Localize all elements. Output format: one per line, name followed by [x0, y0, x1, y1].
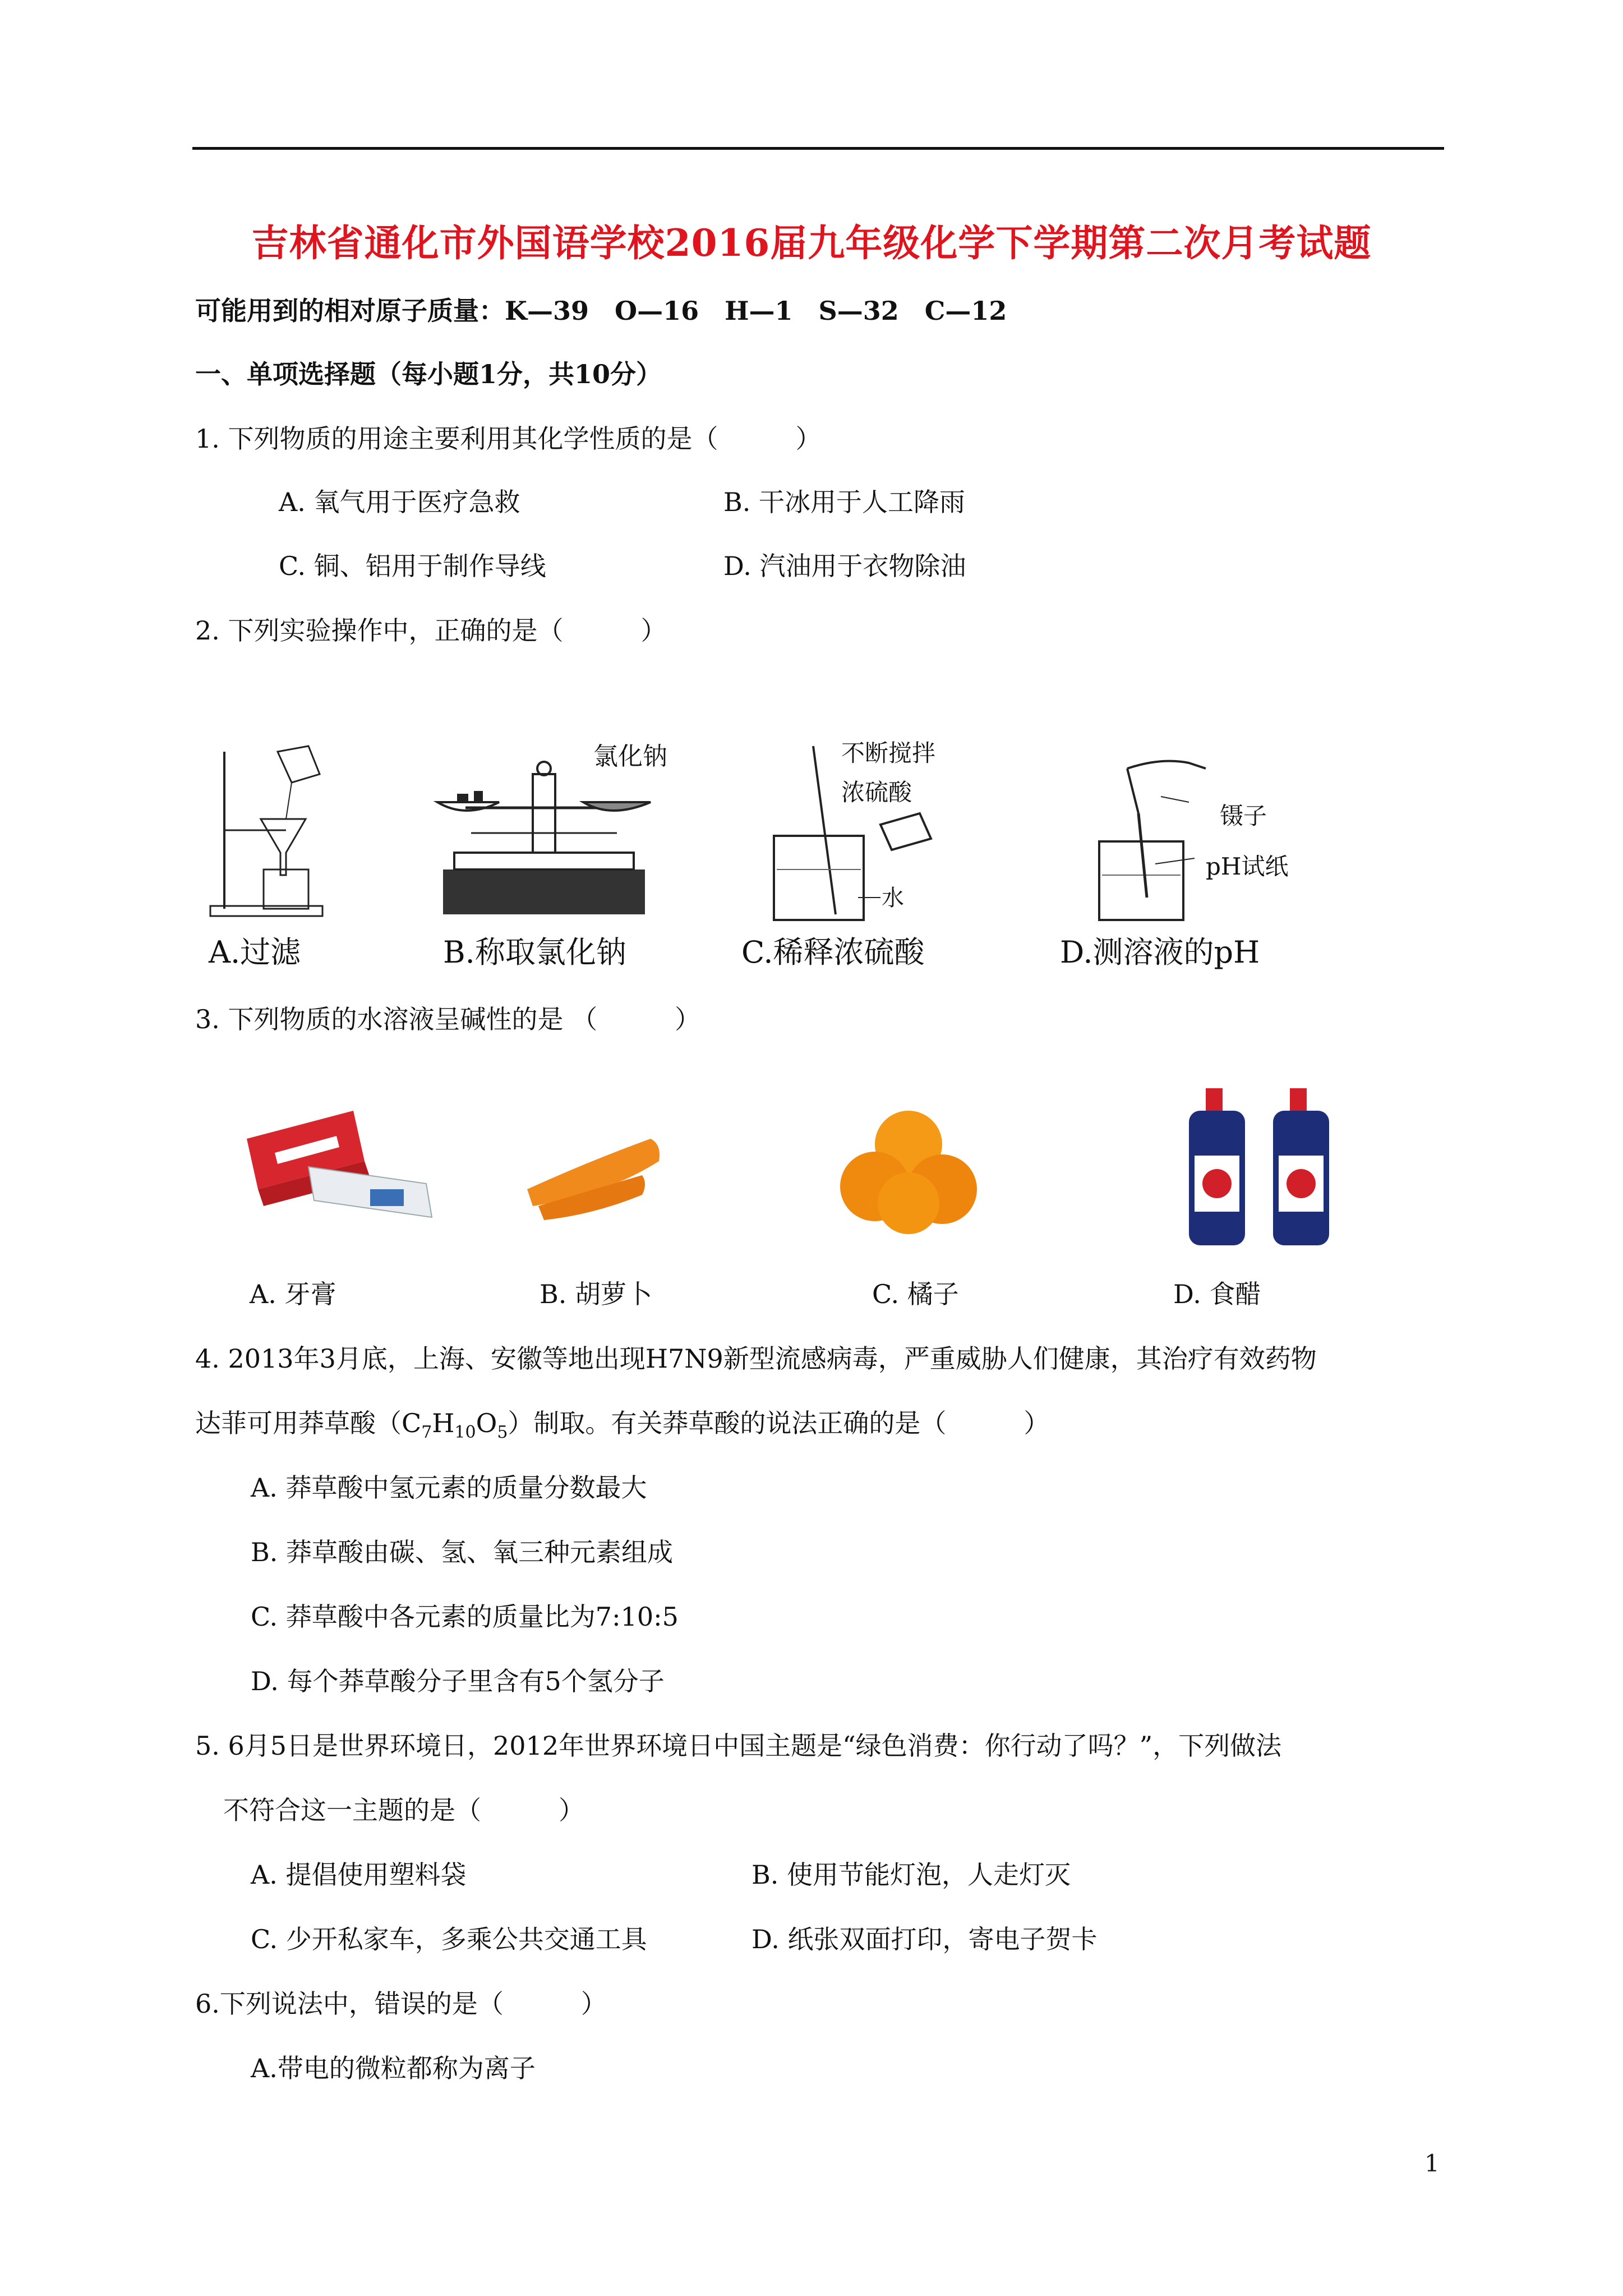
- q2-caption-b: B.称取氯化钠: [443, 935, 626, 970]
- toothpaste-image: [241, 1099, 443, 1228]
- q5-option-c: C. 少开私家车，多乘公共交通工具: [251, 1924, 647, 1954]
- q2-stem: 2. 下列实验操作中，正确的是（ ）: [195, 615, 667, 646]
- q5-stem-line1: 5. 6月5日是世界环境日，2012年世界环境日中国主题是“绿色消费：你行动了吗？”，下列做法: [195, 1731, 1282, 1761]
- header-rule: [192, 147, 1444, 150]
- nacl-label: 氯化钠: [593, 742, 667, 771]
- q2-caption-d: D.测溶液的pH: [1060, 935, 1260, 970]
- q4-stem-line2: 达菲可用莽草酸$(C_7H_{10}O_5)$制取。有关莽草酸的说法正确的是（ ）: [195, 1408, 1050, 1443]
- q4-stem-line1: 4. 2013年3月底，上海、安徽等地出现H7N9新型流感病毒，严重威胁人们健康，其治疗有效药物: [195, 1343, 1317, 1374]
- q4-option-b: B. 莽草酸由碳、氢、氧三种元素组成: [251, 1537, 674, 1567]
- q3-caption-b: B. 胡萝卜: [540, 1279, 653, 1309]
- q3-caption-a: A. 牙膏: [250, 1279, 336, 1309]
- page-title: 吉林省通化市外国语学校2016届九年级化学下学期第二次月考试题: [251, 221, 1372, 265]
- q6-option-a: A.带电的微粒都称为离子: [251, 2053, 536, 2083]
- water-label: 水: [882, 885, 904, 911]
- acid-label: 浓硫酸: [841, 779, 912, 806]
- q3-caption-d: D. 食醋: [1173, 1279, 1261, 1309]
- formula: $C_7H_{10}O_5$: [402, 1408, 508, 1443]
- dilution-figure: [751, 740, 942, 926]
- q1-option-d: D. 汽油用于衣物除油: [723, 551, 966, 581]
- q6-stem: 6.下列说法中，错误的是（ ）: [195, 1989, 607, 2019]
- vinegar-bottles-image: [1183, 1083, 1363, 1251]
- q1-stem: 1. 下列物质的用途主要利用其化学性质的是（ ）: [195, 424, 822, 454]
- page-number: 1: [1424, 2150, 1440, 2177]
- q2-caption-c: C.稀释浓硫酸: [741, 935, 925, 970]
- q3-caption-c: C. 橘子: [872, 1279, 959, 1309]
- q2-caption-a: A.过滤: [209, 935, 301, 970]
- ph-test-figure: [1094, 746, 1251, 926]
- q5-option-b: B. 使用节能灯泡，人走灯灭: [751, 1860, 1071, 1890]
- q5-stem-line2: 不符合这一主题的是（ ）: [223, 1795, 584, 1825]
- carrot-image: [522, 1122, 667, 1234]
- filtration-apparatus-figure: [208, 740, 342, 926]
- q4-option-d: D. 每个莽草酸分子里含有5个氢分子: [251, 1666, 665, 1696]
- q5-option-d: D. 纸张双面打印，寄电子贺卡: [751, 1924, 1098, 1954]
- q4-option-a: A. 莽草酸中氢元素的质量分数最大: [251, 1473, 647, 1503]
- q1-option-c: C. 铜、铝用于制作导线: [279, 551, 546, 581]
- q3-stem: 3. 下列物质的水溶液呈碱性的是 （ ）: [195, 1004, 701, 1034]
- ph-paper-label: pH试纸: [1206, 853, 1289, 880]
- q5-option-a: A. 提倡使用塑料袋: [251, 1860, 467, 1890]
- q1-option-a: A. 氧气用于医疗急救: [279, 487, 520, 517]
- tweezers-label: 镊子: [1220, 802, 1267, 830]
- orange-image: [836, 1105, 987, 1240]
- stir-label: 不断搅拌: [841, 739, 936, 767]
- q4-option-c: C. 莽草酸中各元素的质量比为7:10:5: [251, 1602, 679, 1632]
- atomic-masses: 可能用到的相对原子质量：K—39 O—16 H—1 S—32 C—12: [195, 296, 1007, 326]
- q1-option-b: B. 干冰用于人工降雨: [723, 487, 966, 517]
- section-heading: 一、单项选择题（每小题1分，共10分）: [195, 359, 662, 389]
